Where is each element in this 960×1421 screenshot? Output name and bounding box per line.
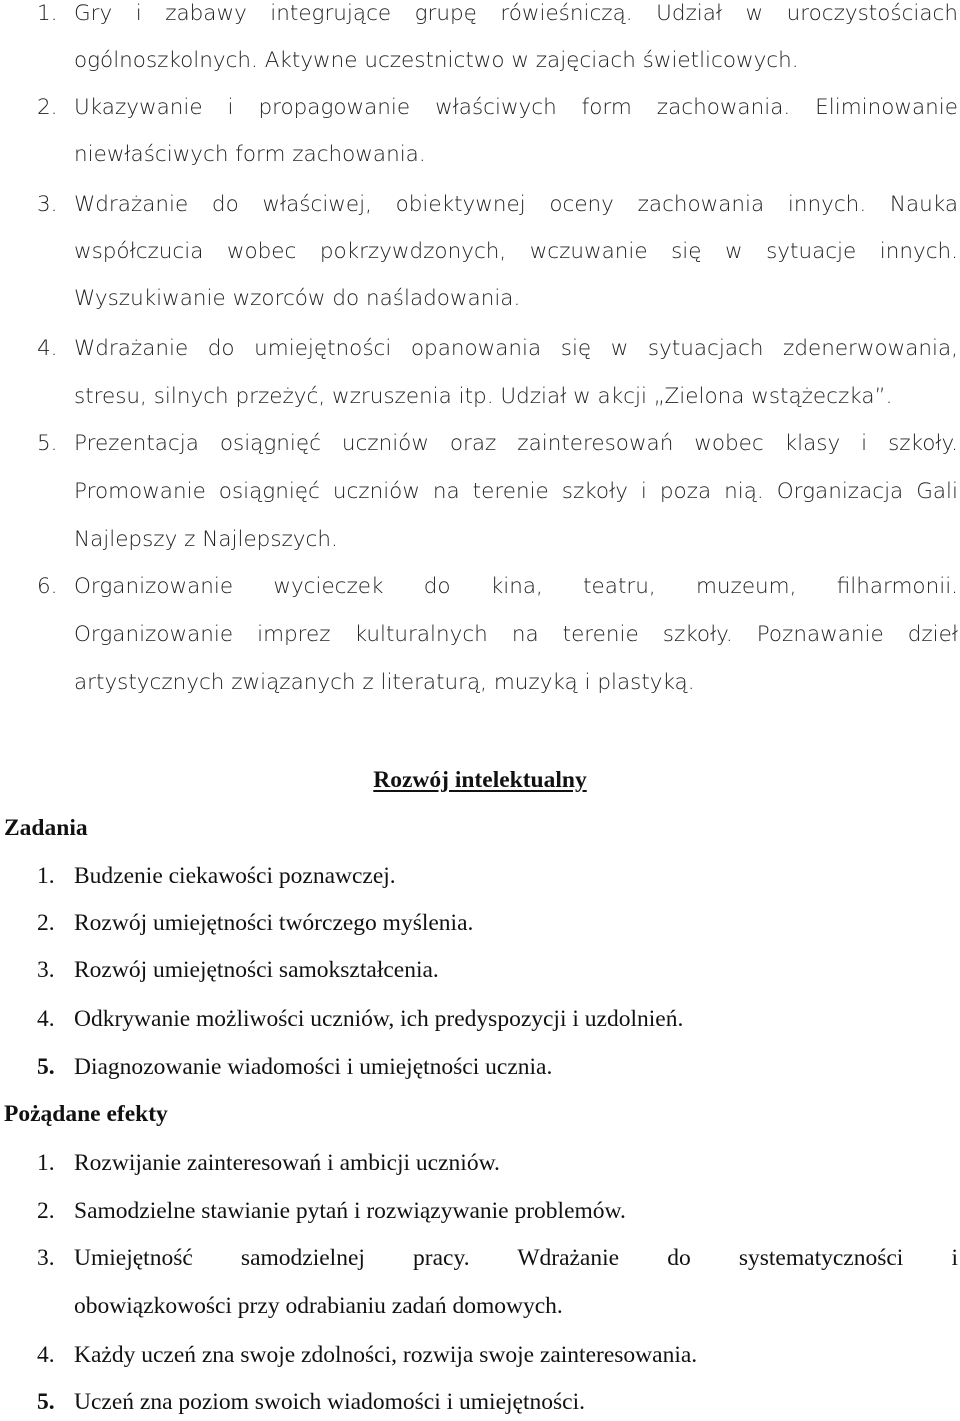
list-number: 3. xyxy=(37,192,58,217)
list-item-text: Wdrażanie do właściwej, obiektywnej oceny zachowania innych. Nauka xyxy=(74,192,958,217)
list-number: 1. xyxy=(37,1,58,26)
list-item-text: Najlepszy z Najlepszych. xyxy=(74,527,338,552)
list-number: 4. xyxy=(37,1342,55,1368)
list-item-text: ogólnoszkolnych. Aktywne uczestnictwo w zajęciach świetlicowych. xyxy=(74,48,799,73)
list-number: 1. xyxy=(37,863,55,889)
list-item-text: Promowanie osiągnięć uczniów na terenie szkoły i poza nią. Organizacja Gali xyxy=(74,479,958,504)
list-item-text: Rozwijanie zainteresowań i ambicji uczniów. xyxy=(74,1150,500,1176)
list-item-text: stresu, silnych przeżyć, wzruszenia itp. Udział w akcji „Zielona wstążeczka”. xyxy=(74,384,893,409)
list-number: 2. xyxy=(37,910,55,936)
list-item-text: Uczeń zna poziom swoich wiadomości i umiejętności. xyxy=(74,1389,585,1415)
list-number: 2. xyxy=(37,1198,55,1224)
tasks-heading: Zadania xyxy=(4,815,88,841)
list-item-text: Odkrywanie możliwości uczniów, ich predyspozycji i uzdolnień. xyxy=(74,1006,684,1032)
list-number: 4. xyxy=(37,336,58,361)
list-item-text: Budzenie ciekawości poznawczej. xyxy=(74,863,396,889)
list-number: 5. xyxy=(37,1389,55,1415)
list-item-text: Ukazywanie i propagowanie właściwych form zachowania. Eliminowanie xyxy=(74,95,958,120)
list-item-text: Rozwój umiejętności twórczego myślenia. xyxy=(74,910,474,936)
list-item-text: Wyszukiwanie wzorców do naśladowania. xyxy=(74,286,521,311)
list-item-text: Samodzielne stawianie pytań i rozwiązywanie problemów. xyxy=(74,1198,626,1224)
list-number: 5. xyxy=(37,1054,55,1080)
list-item-text: Organizowanie wycieczek do kina, teatru, muzeum, filharmonii. xyxy=(74,574,958,599)
list-number: 4. xyxy=(37,1006,55,1032)
list-item-text: niewłaściwych form zachowania. xyxy=(74,142,426,167)
list-number: 2. xyxy=(37,95,58,120)
list-item-text: Prezentacja osiągnięć uczniów oraz zainteresowań wobec klasy i szkoły. xyxy=(74,431,958,456)
list-item-text: współczucia wobec pokrzywdzonych, wczuwanie się w sytuacje innych. xyxy=(74,239,958,264)
effects-heading: Pożądane efekty xyxy=(4,1101,168,1127)
section-title: Rozwój intelektualny xyxy=(373,767,587,793)
list-item-text: obowiązkowości przy odrabianiu zadań domowych. xyxy=(74,1293,563,1319)
list-item-text: artystycznych związanych z literaturą, muzyką i plastyką. xyxy=(74,670,695,695)
list-item-text: Każdy uczeń zna swoje zdolności, rozwija swoje zainteresowania. xyxy=(74,1342,698,1368)
list-number: 1. xyxy=(37,1150,55,1176)
list-item-text: Organizowanie imprez kulturalnych na terenie szkoły. Poznawanie dzieł xyxy=(74,622,958,647)
list-item-text: Gry i zabawy integrujące grupę rówieśniczą. Udział w uroczystościach xyxy=(74,1,958,26)
list-number: 3. xyxy=(37,1245,55,1271)
list-number: 5. xyxy=(37,431,58,456)
list-item-text: Diagnozowanie wiadomości i umiejętności ucznia. xyxy=(74,1054,553,1080)
list-item-text: Rozwój umiejętności samokształcenia. xyxy=(74,957,439,983)
list-number: 3. xyxy=(37,957,55,983)
list-number: 6. xyxy=(37,574,58,599)
list-item-text: Wdrażanie do umiejętności opanowania się w sytuacjach zdenerwowania, xyxy=(74,336,958,361)
list-item-text: Umiejętność samodzielnej pracy. Wdrażanie do systematyczności i xyxy=(74,1245,958,1271)
